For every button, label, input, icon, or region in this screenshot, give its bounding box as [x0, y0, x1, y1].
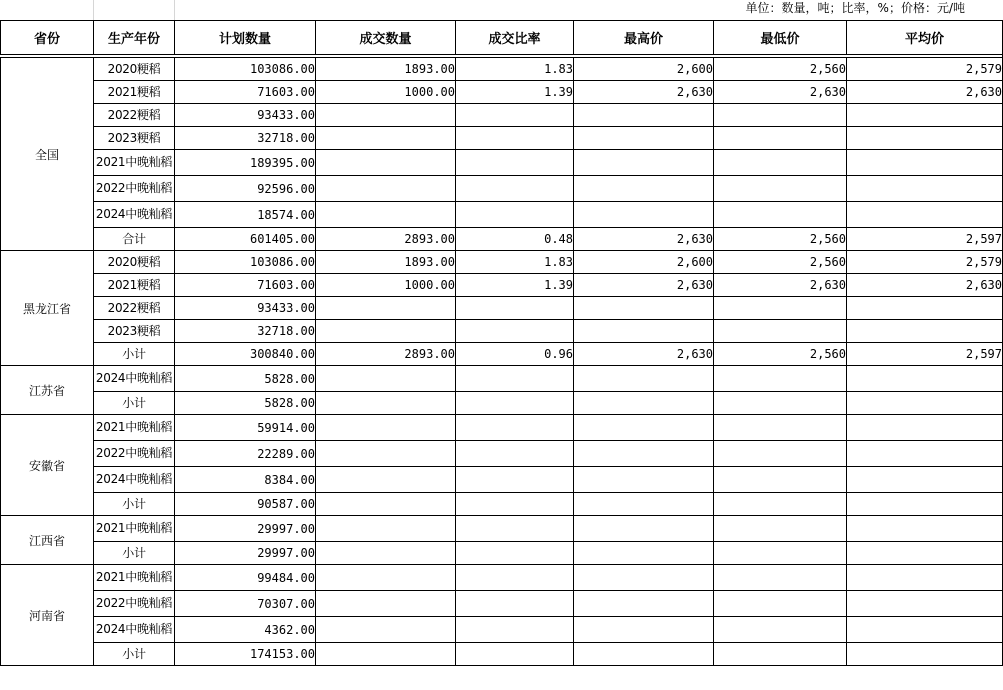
production-year-cell: 2024中晚籼稻 — [94, 366, 175, 392]
province-cell: 河南省 — [1, 565, 94, 666]
deal-ratio-cell: 1.39 — [456, 81, 574, 104]
deal-qty-cell — [316, 516, 456, 542]
column-header-avg-price: 平均价 — [847, 21, 1003, 55]
deal-ratio-cell — [456, 542, 574, 565]
province-cell: 全国 — [1, 58, 94, 251]
plan-qty-cell: 32718.00 — [175, 320, 316, 343]
min-price-cell — [714, 392, 847, 415]
deal-qty-cell — [316, 565, 456, 591]
table-row — [1, 542, 1003, 565]
production-year-cell: 小计 — [94, 493, 175, 516]
avg-price-cell: 2,597 — [847, 343, 1003, 366]
column-header-deal-qty: 成交数量 — [316, 21, 456, 55]
header-row — [1, 21, 1003, 55]
avg-price-cell — [847, 366, 1003, 392]
plan-qty-cell: 601405.00 — [175, 228, 316, 251]
plan-qty-cell: 29997.00 — [175, 516, 316, 542]
max-price-cell — [574, 467, 714, 493]
production-year-cell: 2021中晚籼稻 — [94, 150, 175, 176]
avg-price-cell — [847, 176, 1003, 202]
min-price-cell — [714, 542, 847, 565]
min-price-cell: 2,560 — [714, 251, 847, 274]
province-cell: 江西省 — [1, 516, 94, 565]
table-row — [1, 467, 1003, 493]
min-price-cell — [714, 176, 847, 202]
production-year-cell: 2022中晚籼稻 — [94, 591, 175, 617]
deal-qty-cell — [316, 366, 456, 392]
deal-qty-cell — [316, 542, 456, 565]
deal-qty-cell — [316, 493, 456, 516]
deal-ratio-cell — [456, 441, 574, 467]
trade-results-table — [0, 20, 1003, 666]
avg-price-cell — [847, 565, 1003, 591]
max-price-cell — [574, 202, 714, 228]
plan-qty-cell: 92596.00 — [175, 176, 316, 202]
min-price-cell: 2,560 — [714, 58, 847, 81]
min-price-cell — [714, 202, 847, 228]
max-price-cell — [574, 542, 714, 565]
deal-qty-cell — [316, 127, 456, 150]
table-row — [1, 202, 1003, 228]
plan-qty-cell: 174153.00 — [175, 643, 316, 666]
max-price-cell: 2,600 — [574, 58, 714, 81]
production-year-cell: 2022中晚籼稻 — [94, 176, 175, 202]
production-year-cell: 2022中晚籼稻 — [94, 441, 175, 467]
plan-qty-cell: 22289.00 — [175, 441, 316, 467]
deal-qty-cell — [316, 297, 456, 320]
min-price-cell — [714, 320, 847, 343]
avg-price-cell — [847, 392, 1003, 415]
min-price-cell — [714, 516, 847, 542]
production-year-cell: 2021粳稻 — [94, 81, 175, 104]
avg-price-cell — [847, 150, 1003, 176]
avg-price-cell: 2,579 — [847, 251, 1003, 274]
plan-qty-cell: 103086.00 — [175, 251, 316, 274]
production-year-cell: 小计 — [94, 542, 175, 565]
avg-price-cell: 2,579 — [847, 58, 1003, 81]
column-header-year: 生产年份 — [94, 21, 175, 55]
plan-qty-cell: 29997.00 — [175, 542, 316, 565]
avg-price-cell — [847, 516, 1003, 542]
column-header-max-price: 最高价 — [574, 21, 714, 55]
deal-qty-cell — [316, 415, 456, 441]
deal-qty-cell: 2893.00 — [316, 343, 456, 366]
min-price-cell: 2,630 — [714, 81, 847, 104]
deal-ratio-cell — [456, 643, 574, 666]
min-price-cell — [714, 467, 847, 493]
deal-qty-cell: 1000.00 — [316, 274, 456, 297]
production-year-cell: 小计 — [94, 643, 175, 666]
plan-qty-cell: 71603.00 — [175, 81, 316, 104]
deal-qty-cell — [316, 467, 456, 493]
max-price-cell: 2,600 — [574, 251, 714, 274]
table-row — [1, 150, 1003, 176]
avg-price-cell — [847, 202, 1003, 228]
plan-qty-cell: 90587.00 — [175, 493, 316, 516]
avg-price-cell — [847, 104, 1003, 127]
max-price-cell — [574, 392, 714, 415]
min-price-cell: 2,560 — [714, 228, 847, 251]
deal-ratio-cell — [456, 493, 574, 516]
production-year-cell: 2020粳稻 — [94, 58, 175, 81]
deal-qty-cell — [316, 320, 456, 343]
deal-ratio-cell: 0.48 — [456, 228, 574, 251]
plan-qty-cell: 8384.00 — [175, 467, 316, 493]
column-header-deal-ratio: 成交比率 — [456, 21, 574, 55]
min-price-cell — [714, 297, 847, 320]
plan-qty-cell: 5828.00 — [175, 366, 316, 392]
min-price-cell — [714, 366, 847, 392]
deal-ratio-cell — [456, 366, 574, 392]
production-year-cell: 小计 — [94, 392, 175, 415]
max-price-cell — [574, 617, 714, 643]
table-row — [1, 617, 1003, 643]
province-cell: 江苏省 — [1, 366, 94, 415]
plan-qty-cell: 93433.00 — [175, 297, 316, 320]
table-row — [1, 104, 1003, 127]
deal-qty-cell — [316, 591, 456, 617]
plan-qty-cell: 18574.00 — [175, 202, 316, 228]
deal-ratio-cell — [456, 104, 574, 127]
min-price-cell: 2,560 — [714, 343, 847, 366]
deal-ratio-cell — [456, 202, 574, 228]
production-year-cell: 2021中晚籼稻 — [94, 415, 175, 441]
deal-qty-cell — [316, 104, 456, 127]
min-price-cell: 2,630 — [714, 274, 847, 297]
deal-qty-cell — [316, 392, 456, 415]
max-price-cell — [574, 516, 714, 542]
column-header-province: 省份 — [1, 21, 94, 55]
plan-qty-cell: 70307.00 — [175, 591, 316, 617]
table-row — [1, 516, 1003, 542]
deal-ratio-cell: 1.83 — [456, 58, 574, 81]
deal-ratio-cell — [456, 516, 574, 542]
table-row — [1, 343, 1003, 366]
max-price-cell — [574, 297, 714, 320]
table-row — [1, 415, 1003, 441]
production-year-cell: 2023粳稻 — [94, 320, 175, 343]
province-cell: 黑龙江省 — [1, 251, 94, 366]
table-row — [1, 441, 1003, 467]
deal-qty-cell — [316, 643, 456, 666]
deal-qty-cell — [316, 441, 456, 467]
table-row — [1, 251, 1003, 274]
table-row — [1, 565, 1003, 591]
plan-qty-cell: 71603.00 — [175, 274, 316, 297]
table-row — [1, 81, 1003, 104]
table-row — [1, 320, 1003, 343]
production-year-cell: 合计 — [94, 228, 175, 251]
deal-qty-cell: 1893.00 — [316, 251, 456, 274]
deal-ratio-cell — [456, 565, 574, 591]
avg-price-cell — [847, 643, 1003, 666]
plan-qty-cell: 99484.00 — [175, 565, 316, 591]
production-year-cell: 2023粳稻 — [94, 127, 175, 150]
max-price-cell — [574, 643, 714, 666]
deal-qty-cell: 2893.00 — [316, 228, 456, 251]
max-price-cell — [574, 176, 714, 202]
production-year-cell: 2024中晚籼稻 — [94, 202, 175, 228]
plan-qty-cell: 32718.00 — [175, 127, 316, 150]
min-price-cell — [714, 643, 847, 666]
avg-price-cell — [847, 320, 1003, 343]
avg-price-cell — [847, 617, 1003, 643]
max-price-cell — [574, 127, 714, 150]
plan-qty-cell: 189395.00 — [175, 150, 316, 176]
deal-ratio-cell — [456, 150, 574, 176]
max-price-cell — [574, 150, 714, 176]
min-price-cell — [714, 150, 847, 176]
avg-price-cell: 2,597 — [847, 228, 1003, 251]
avg-price-cell — [847, 441, 1003, 467]
min-price-cell — [714, 127, 847, 150]
max-price-cell — [574, 104, 714, 127]
max-price-cell — [574, 320, 714, 343]
production-year-cell: 2022粳稻 — [94, 297, 175, 320]
header-divider — [174, 0, 175, 20]
deal-ratio-cell — [456, 467, 574, 493]
min-price-cell — [714, 441, 847, 467]
production-year-cell: 2021粳稻 — [94, 274, 175, 297]
table-row — [1, 643, 1003, 666]
province-cell: 安徽省 — [1, 415, 94, 516]
max-price-cell — [574, 415, 714, 441]
plan-qty-cell: 4362.00 — [175, 617, 316, 643]
table-row — [1, 366, 1003, 392]
table-row — [1, 297, 1003, 320]
avg-price-cell — [847, 467, 1003, 493]
deal-ratio-cell — [456, 392, 574, 415]
avg-price-cell — [847, 297, 1003, 320]
production-year-cell: 2024中晚籼稻 — [94, 467, 175, 493]
plan-qty-cell: 5828.00 — [175, 392, 316, 415]
plan-qty-cell: 300840.00 — [175, 343, 316, 366]
table-row — [1, 176, 1003, 202]
min-price-cell — [714, 104, 847, 127]
deal-qty-cell — [316, 150, 456, 176]
column-header-plan-qty: 计划数量 — [175, 21, 316, 55]
max-price-cell — [574, 493, 714, 516]
table-row — [1, 58, 1003, 81]
table-row — [1, 591, 1003, 617]
min-price-cell — [714, 493, 847, 516]
deal-qty-cell: 1000.00 — [316, 81, 456, 104]
avg-price-cell: 2,630 — [847, 81, 1003, 104]
deal-ratio-cell — [456, 415, 574, 441]
deal-ratio-cell: 1.39 — [456, 274, 574, 297]
deal-qty-cell: 1893.00 — [316, 58, 456, 81]
max-price-cell — [574, 591, 714, 617]
min-price-cell — [714, 565, 847, 591]
deal-qty-cell — [316, 617, 456, 643]
min-price-cell — [714, 415, 847, 441]
production-year-cell: 2020粳稻 — [94, 251, 175, 274]
plan-qty-cell: 103086.00 — [175, 58, 316, 81]
unit-note: 单位：数量，吨；比率，%；价格：元/吨 — [745, 1, 965, 15]
plan-qty-cell: 93433.00 — [175, 104, 316, 127]
avg-price-cell — [847, 415, 1003, 441]
max-price-cell — [574, 565, 714, 591]
production-year-cell: 2021中晚籼稻 — [94, 565, 175, 591]
max-price-cell: 2,630 — [574, 81, 714, 104]
deal-ratio-cell — [456, 591, 574, 617]
max-price-cell: 2,630 — [574, 228, 714, 251]
deal-qty-cell — [316, 202, 456, 228]
production-year-cell: 小计 — [94, 343, 175, 366]
deal-ratio-cell — [456, 320, 574, 343]
deal-ratio-cell — [456, 176, 574, 202]
avg-price-cell — [847, 542, 1003, 565]
header-divider — [93, 0, 94, 20]
production-year-cell: 2022粳稻 — [94, 104, 175, 127]
avg-price-cell — [847, 127, 1003, 150]
avg-price-cell — [847, 493, 1003, 516]
deal-ratio-cell: 0.96 — [456, 343, 574, 366]
production-year-cell: 2021中晚籼稻 — [94, 516, 175, 542]
column-header-min-price: 最低价 — [714, 21, 847, 55]
production-year-cell: 2024中晚籼稻 — [94, 617, 175, 643]
min-price-cell — [714, 617, 847, 643]
deal-ratio-cell: 1.83 — [456, 251, 574, 274]
table-row — [1, 274, 1003, 297]
table-row — [1, 127, 1003, 150]
min-price-cell — [714, 591, 847, 617]
table-row — [1, 392, 1003, 415]
table-row — [1, 493, 1003, 516]
max-price-cell: 2,630 — [574, 343, 714, 366]
deal-ratio-cell — [456, 297, 574, 320]
max-price-cell — [574, 366, 714, 392]
avg-price-cell — [847, 591, 1003, 617]
avg-price-cell: 2,630 — [847, 274, 1003, 297]
max-price-cell — [574, 441, 714, 467]
deal-qty-cell — [316, 176, 456, 202]
table-row — [1, 228, 1003, 251]
deal-ratio-cell — [456, 617, 574, 643]
deal-ratio-cell — [456, 127, 574, 150]
plan-qty-cell: 59914.00 — [175, 415, 316, 441]
max-price-cell: 2,630 — [574, 274, 714, 297]
